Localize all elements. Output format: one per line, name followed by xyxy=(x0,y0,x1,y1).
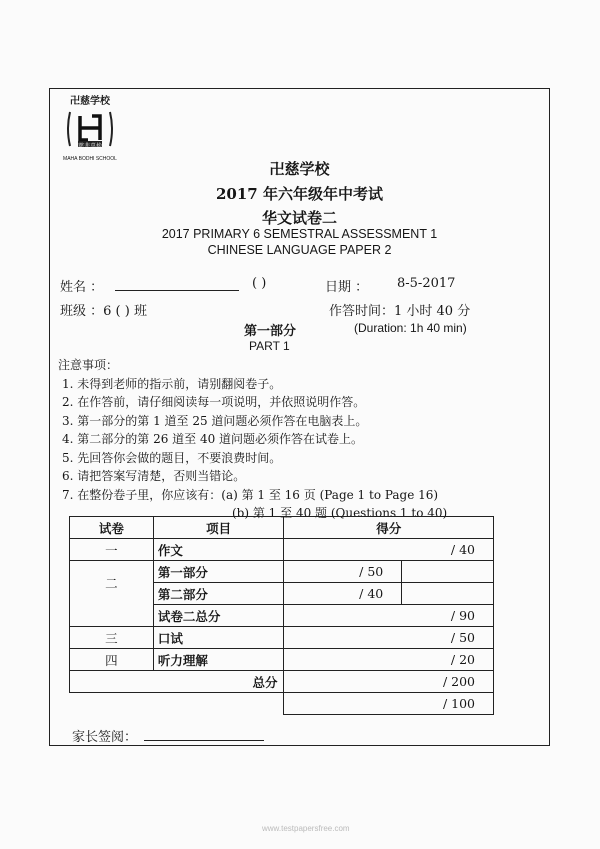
instructions-title: 注意事项： xyxy=(58,358,119,372)
time-allowed: 作答时间：1 小时 40 分 xyxy=(329,304,471,319)
instructions xyxy=(58,356,447,523)
instruction-item: 5. 先回答你会做的题目，不要浪费时间。 xyxy=(62,450,282,465)
total-score: / 200 xyxy=(284,671,494,693)
instruction-item: (b) 第 1 至 40 题 (Questions 1 to 40) xyxy=(232,506,448,520)
logo-mid-text: 慈悲喜捨 xyxy=(77,143,102,150)
final-blank xyxy=(70,693,284,715)
score-cell: / 90 xyxy=(284,605,494,627)
final-score: / 100 xyxy=(284,693,494,715)
item-name: 听力理解 xyxy=(153,649,284,671)
table-row xyxy=(70,605,494,627)
instruction-item: 4. 第二部分的第 26 道至 40 道问题必须作答在试卷上。 xyxy=(62,432,364,446)
score-cell: / 50 xyxy=(284,627,494,649)
table-total-row xyxy=(70,671,494,693)
table-row xyxy=(70,649,494,671)
instruction-item: 3. 第一部分的第 1 道至 25 道问题必须作答在电脑表上。 xyxy=(62,413,368,428)
school-name: 卍慈学校 xyxy=(269,160,330,178)
score-table xyxy=(69,516,494,715)
paper-number: 二 xyxy=(70,561,154,605)
instruction-item: 2. 在作答前，请仔细阅读每一项说明，并依照说明作答。 xyxy=(62,395,366,409)
english-title-2: CHINESE LANGUAGE PAPER 2 xyxy=(207,243,392,257)
instruction-item: 7. 在整份卷子里，你应该有：(a) 第 1 至 16 页 (Page 1 to Page 16) xyxy=(62,487,439,502)
table-row xyxy=(70,539,494,561)
name-label: 姓名 ： xyxy=(60,280,104,295)
index-number-field[interactable]: ( ) xyxy=(252,276,267,291)
score-cell: / 20 xyxy=(284,649,494,671)
exam-title: 2017 年六年级年中考试 xyxy=(216,185,383,203)
parent-signature-label: 家长签阅： xyxy=(72,730,138,745)
duration: (Duration: 1h 40 min) xyxy=(354,321,467,335)
name-field[interactable] xyxy=(115,274,239,291)
table-row xyxy=(70,561,494,583)
item-name: 口试 xyxy=(153,627,284,649)
item-name: 作文 xyxy=(153,539,284,561)
score-cell: / 50 xyxy=(284,561,402,583)
date-label: 日期 ： xyxy=(325,280,369,295)
logo-top-text: 卍慈学校 xyxy=(70,96,110,107)
parent-signature-field[interactable] xyxy=(144,724,264,741)
paper-number: 三 xyxy=(70,627,154,649)
score-blank xyxy=(402,561,494,583)
table-final-row xyxy=(70,693,494,715)
table-row xyxy=(70,627,494,649)
class-label: 班级 ：6 ( ) 班 xyxy=(60,304,147,319)
instruction-item: 6. 请把答案写清楚，否则当错论。 xyxy=(62,469,246,483)
date-value: 8-5-2017 xyxy=(397,276,456,291)
section-title-cn: 第一部分 xyxy=(244,324,297,339)
score-cell: / 40 xyxy=(284,583,402,605)
english-title-1: 2017 PRIMARY 6 SEMESTRAL ASSESSMENT 1 xyxy=(161,227,438,241)
score-blank xyxy=(402,583,494,605)
score-cell: / 40 xyxy=(284,539,494,561)
item-name: 第二部分 xyxy=(153,583,284,605)
header-item: 项目 xyxy=(153,517,284,539)
item-name: 试卷二总分 xyxy=(153,605,284,627)
item-name: 第一部分 xyxy=(153,561,284,583)
table-header-row xyxy=(70,517,494,539)
watermark: www.testpapersfree.com xyxy=(262,824,350,833)
logo-bottom-text: MAHA BODHI SCHOOL xyxy=(63,156,117,162)
paper-number: 一 xyxy=(70,539,154,561)
paper-number: 四 xyxy=(70,649,154,671)
total-label: 总分 xyxy=(70,671,284,693)
section-title-en: PART 1 xyxy=(249,339,290,353)
paper-title: 华文试卷二 xyxy=(261,209,337,227)
header-score: 得分 xyxy=(284,517,494,539)
instruction-item: 1. 未得到老师的指示前，请别翻阅卷子。 xyxy=(62,376,282,391)
paper-number-blank xyxy=(70,605,154,627)
header-paper: 试卷 xyxy=(70,517,154,539)
